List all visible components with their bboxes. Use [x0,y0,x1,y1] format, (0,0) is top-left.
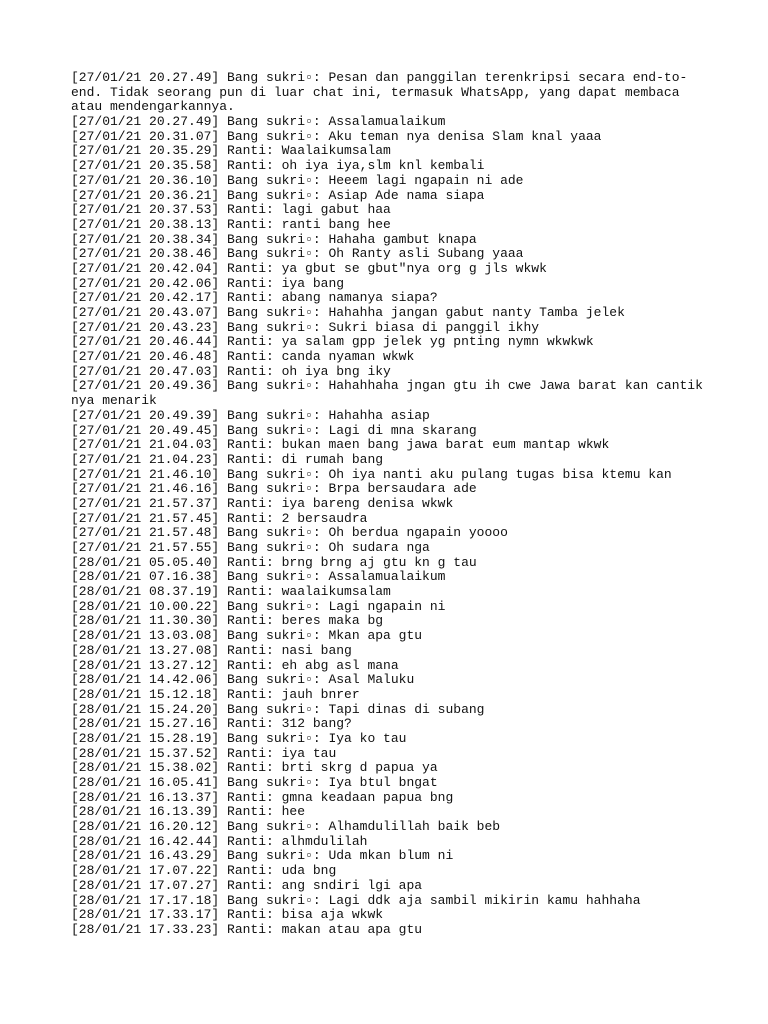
chat-message-line: [27/01/21 21.46.10] Bang sukri▫: Oh iya nanti aku pulang tugas bisa ktemu kan [71,466,672,482]
chat-message-line: [27/01/21 20.49.45] Bang sukri▫: Lagi di mna skarang [71,422,477,438]
chat-message-line: [28/01/21 15.37.52] Ranti: iya tau [71,745,337,761]
chat-message-line: [27/01/21 20.42.04] Ranti: ya gbut se gbut"nya org g jls wkwk [71,260,547,276]
chat-message-line: [28/01/21 16.43.29] Bang sukri▫: Uda mkan blum ni [71,848,454,864]
chat-message-line: [27/01/21 20.46.44] Ranti: ya salam gpp jelek yg pnting nymn wkwkwk [71,334,594,350]
chat-message-line: [27/01/21 20.42.17] Ranti: abang namanya siapa? [71,290,438,306]
chat-message-line: [28/01/21 05.05.40] Ranti: brng brng aj gtu kn g tau [71,554,477,570]
chat-message-line: [28/01/21 17.17.18] Bang sukri▫: Lagi ddk aja sambil mikirin kamu hahhaha [71,892,641,908]
chat-message-line: [27/01/21 20.35.29] Ranti: Waalaikumsalam [71,143,391,159]
chat-message-line: [27/01/21 20.37.53] Ranti: lagi gabut haa [71,202,391,218]
chat-message-line: [27/01/21 20.38.34] Bang sukri▫: Hahaha gambut knapa [71,231,477,247]
chat-message-line: [27/01/21 20.49.36] Bang sukri▫: Hahahhaha jngan gtu ih cwe Jawa barat kan cantik nya menarik [71,378,711,409]
chat-message-line: [27/01/21 21.57.55] Bang sukri▫: Oh sudara nga [71,540,430,555]
chat-message-line: [28/01/21 17.33.17] Ranti: bisa aja wkwk [71,907,384,923]
chat-message-line: [27/01/21 20.47.03] Ranti: oh iya bng iky [71,363,391,379]
chat-message-line: [27/01/21 21.04.03] Ranti: bukan maen bang jawa barat eum mantap wkwk [71,437,610,453]
chat-message-line: [27/01/21 20.42.06] Ranti: iya bang [71,275,345,291]
chat-message-line: [28/01/21 13.27.08] Ranti: nasi bang [71,642,352,658]
chat-message-line: [28/01/21 13.03.08] Bang sukri▫: Mkan apa gtu [71,628,423,644]
chat-message-line: [27/01/21 20.49.39] Bang sukri▫: Hahahha asiap [71,407,430,423]
chat-message-line: [28/01/21 17.07.22] Ranti: uda bng [71,863,337,879]
chat-message-line: [27/01/21 21.46.16] Bang sukri▫: Brpa bersaudara ade [71,481,477,497]
chat-message-line: [27/01/21 21.57.48] Bang sukri▫: Oh berdua ngapain yoooo [71,525,508,541]
chat-message-line: [27/01/21 20.43.07] Bang sukri▫: Hahahha jangan gabut nanty Tamba jelek [71,305,625,320]
chat-message-line: [28/01/21 15.27.16] Ranti: 312 bang? [71,716,352,732]
chat-message-line: [28/01/21 16.42.44] Ranti: alhmdulilah [71,833,368,849]
chat-message-line: [28/01/21 15.12.18] Ranti: jauh bnrer [71,686,360,702]
chat-message-line: [27/01/21 21.57.45] Ranti: 2 bersaudra [71,510,368,526]
chat-message-line: [28/01/21 08.37.19] Ranti: waalaikumsalam [71,584,391,600]
chat-message-line: [28/01/21 13.27.12] Ranti: eh abg asl mana [71,657,399,673]
chat-message-line: [28/01/21 16.13.39] Ranti: hee [71,804,306,820]
chat-message-line: [27/01/21 20.38.46] Bang sukri▫: Oh Ranty asli Subang yaaa [71,246,524,262]
chat-message-line: [27/01/21 20.43.23] Bang sukri▫: Sukri biasa di panggil ikhy [71,319,540,335]
chat-message-line: [28/01/21 16.13.37] Ranti: gmna keadaan papua bng [71,789,454,805]
chat-message-line: [27/01/21 20.31.07] Bang sukri▫: Aku teman nya denisa Slam knal yaaa [71,128,602,144]
chat-message-line: [27/01/21 20.27.49] Bang sukri▫: Assalamualaikum [71,114,446,130]
chat-log-text [71,71,711,938]
chat-message-line: [28/01/21 14.42.06] Bang sukri▫: Asal Maluku [71,672,415,688]
chat-message-line: [28/01/21 10.00.22] Bang sukri▫: Lagi ngapain ni [71,598,446,614]
chat-message-line: [28/01/21 15.24.20] Bang sukri▫: Tapi dinas di subang [71,701,485,717]
chat-message-line: [27/01/21 21.04.23] Ranti: di rumah bang [71,451,384,467]
chat-message-line: [27/01/21 20.36.10] Bang sukri▫: Heeem lagi ngapain ni ade [71,172,524,188]
chat-message-line: [28/01/21 16.20.12] Bang sukri▫: Alhamdulillah baik beb [71,819,501,835]
chat-message-line: [27/01/21 20.27.49] Bang sukri▫: Pesan dan panggilan terenkripsi secara end-to-end. Tidak seorang pun di luar chat ini, termasuk WhatsApp, yang dapat membaca atau mendengarkannya. [71,70,688,115]
chat-message-line: [28/01/21 17.07.27] Ranti: ang sndiri lgi apa [71,877,423,893]
chat-message-line: [28/01/21 17.33.23] Ranti: makan atau apa gtu [71,921,423,937]
chat-message-line: [28/01/21 11.30.30] Ranti: beres maka bg [71,613,384,629]
chat-message-line: [28/01/21 15.28.19] Bang sukri▫: Iya ko tau [71,730,407,746]
chat-message-line: [27/01/21 20.38.13] Ranti: ranti bang hee [71,216,391,232]
chat-message-line: [27/01/21 20.36.21] Bang sukri▫: Asiap Ade nama siapa [71,187,485,203]
chat-message-line: [27/01/21 20.46.48] Ranti: canda nyaman wkwk [71,349,415,365]
chat-message-line: [28/01/21 15.38.02] Ranti: brti skrg d papua ya [71,760,438,776]
chat-message-line: [27/01/21 20.35.58] Ranti: oh iya iya,slm knl kembali [71,158,485,174]
chat-message-line: [28/01/21 16.05.41] Bang sukri▫: Iya btul bngat [71,775,438,790]
chat-message-line: [27/01/21 21.57.37] Ranti: iya bareng denisa wkwk [71,495,454,511]
chat-message-line: [28/01/21 07.16.38] Bang sukri▫: Assalamualaikum [71,569,446,585]
